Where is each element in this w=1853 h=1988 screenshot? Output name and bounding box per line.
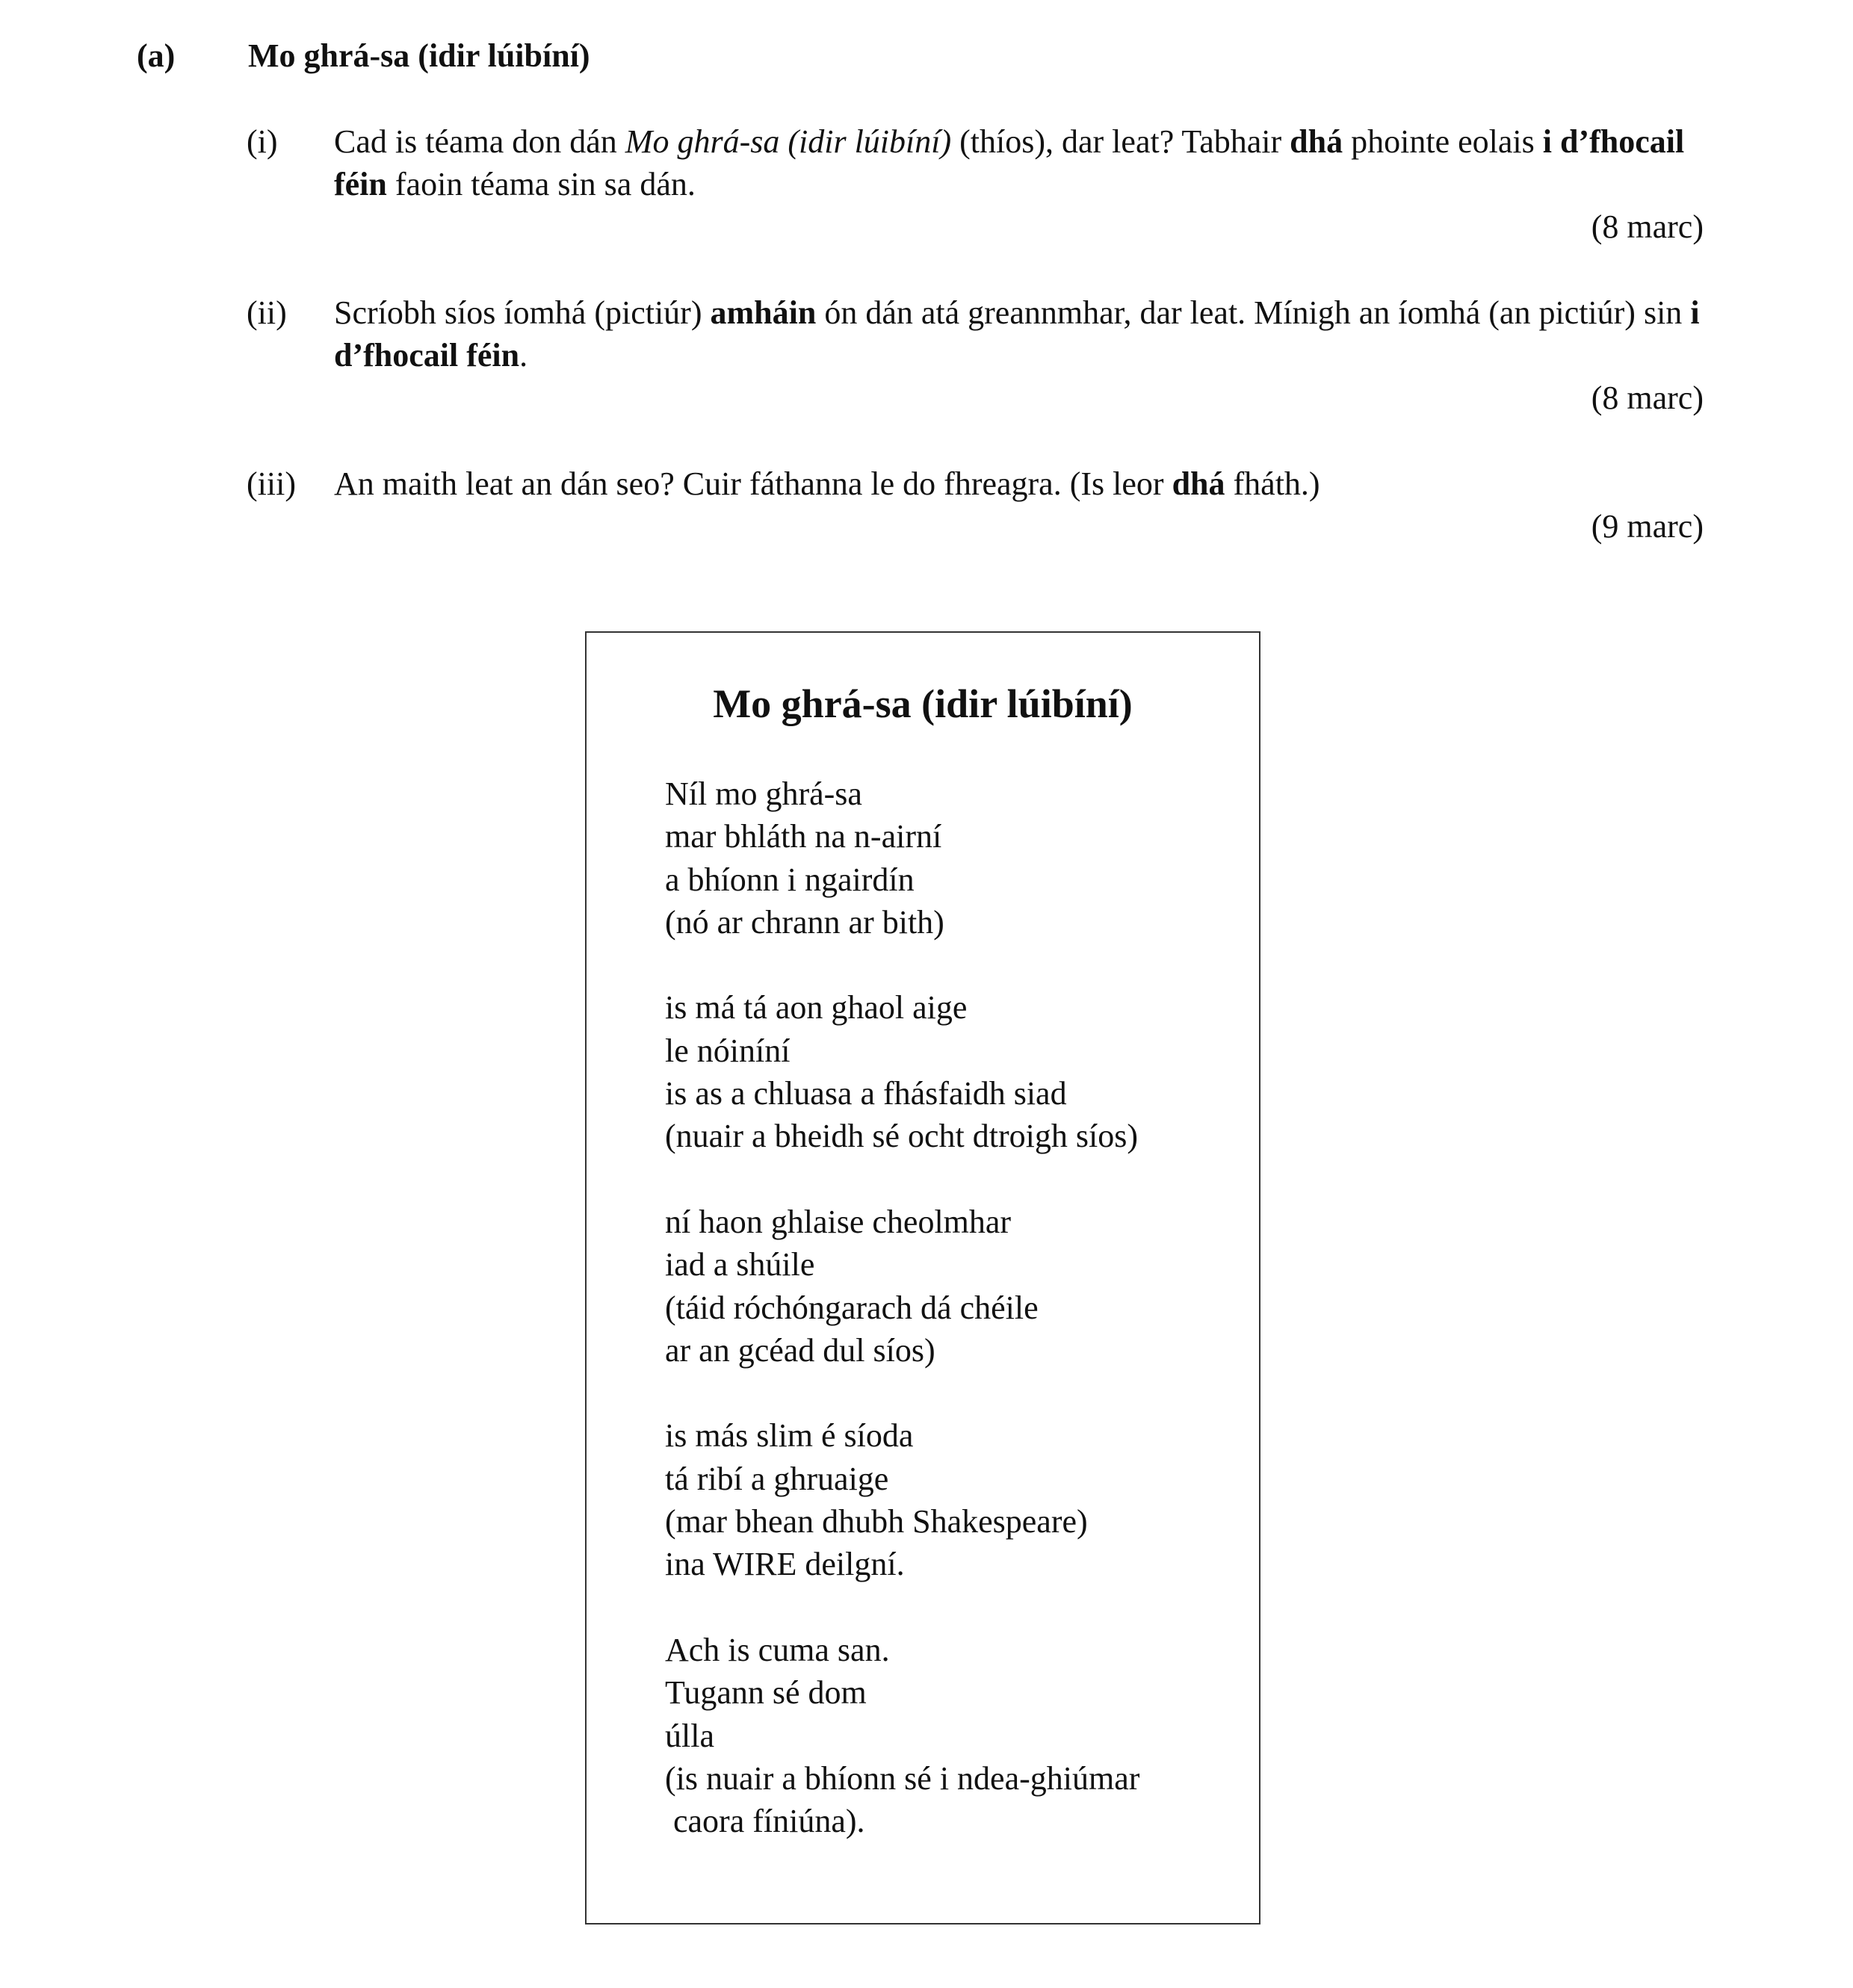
poem-line: a bhíonn i ngairdín <box>665 861 915 898</box>
question-marks: (9 marc) <box>1591 508 1704 545</box>
question-number: (i) <box>247 123 278 160</box>
stanza <box>665 1629 1139 1842</box>
poem-line: is má tá aon ghaol aige <box>665 989 968 1026</box>
poem-line: is más slim é síoda <box>665 1417 914 1455</box>
poem-line: caora fíniúna). <box>665 1803 865 1840</box>
question-marks: (8 marc) <box>1591 380 1704 416</box>
poem-line: (nó ar chrann ar bith) <box>665 903 944 941</box>
poem-line: is as a chluasa a fhásfaidh siad <box>665 1075 1067 1112</box>
poem-line: (táid róchóngarach dá chéile <box>665 1289 1039 1326</box>
poem-lines <box>665 772 1139 1886</box>
stanza <box>665 1201 1139 1372</box>
poem-line: (mar bhean dhubh Shakespeare) <box>665 1503 1088 1540</box>
question-text: An maith leat an dán seo? Cuir fáthanna le do fhreagra. (Is leor dhá fháth.) <box>334 465 1320 502</box>
question-marks: (8 marc) <box>1591 208 1704 245</box>
poem-line: Ach is cuma san. <box>665 1631 890 1668</box>
stanza <box>665 986 1139 1157</box>
poem-box <box>585 631 1260 1924</box>
section-title: Mo ghrá-sa (idir lúibíní) <box>248 37 590 74</box>
poem-line: úlla <box>665 1717 714 1754</box>
stanza <box>665 1414 1139 1585</box>
poem-line: Níl mo ghrá-sa <box>665 775 862 812</box>
poem-line: ar an gcéad dul síos) <box>665 1331 935 1369</box>
question-number: (iii) <box>247 465 296 502</box>
poem-line: ní haon ghlaise cheolmhar <box>665 1203 1012 1240</box>
question-text: Scríobh síos íomhá (pictiúr) amháin ón dán atá greannmhar, dar leat. Mínigh an íomhá (an pictiúr) sin i d’fhocail féin. <box>334 294 1700 374</box>
poem-line: Tugann sé dom <box>665 1674 867 1712</box>
poem-line: (is nuair a bhíonn sé i ndea-ghiúmar <box>665 1759 1140 1797</box>
poem-line: mar bhláth na n-airní <box>665 818 942 855</box>
poem-title: Mo ghrá-sa (idir lúibíní) <box>713 681 1133 726</box>
question-ii <box>247 291 1704 418</box>
poem-line: ina WIRE deilgní. <box>665 1546 905 1583</box>
section-label: (a) <box>137 37 176 74</box>
question-number: (ii) <box>247 294 287 331</box>
question-i <box>247 120 1704 247</box>
poem-line: (nuair a bheidh sé ocht dtroigh síos) <box>665 1118 1138 1155</box>
question-text: Cad is téama don dán Mo ghrá-sa (idir lúibíní) (thíos), dar leat? Tabhair dhá phointe eolais i d’fhocail féin faoin téama sin sa dán. <box>334 123 1685 202</box>
poem-line: tá ribí a ghruaige <box>665 1460 889 1497</box>
poem-line: le nóiníní <box>665 1032 791 1069</box>
question-iii <box>247 462 1704 552</box>
stanza <box>665 772 1139 944</box>
poem-line: iad a shúile <box>665 1246 815 1283</box>
